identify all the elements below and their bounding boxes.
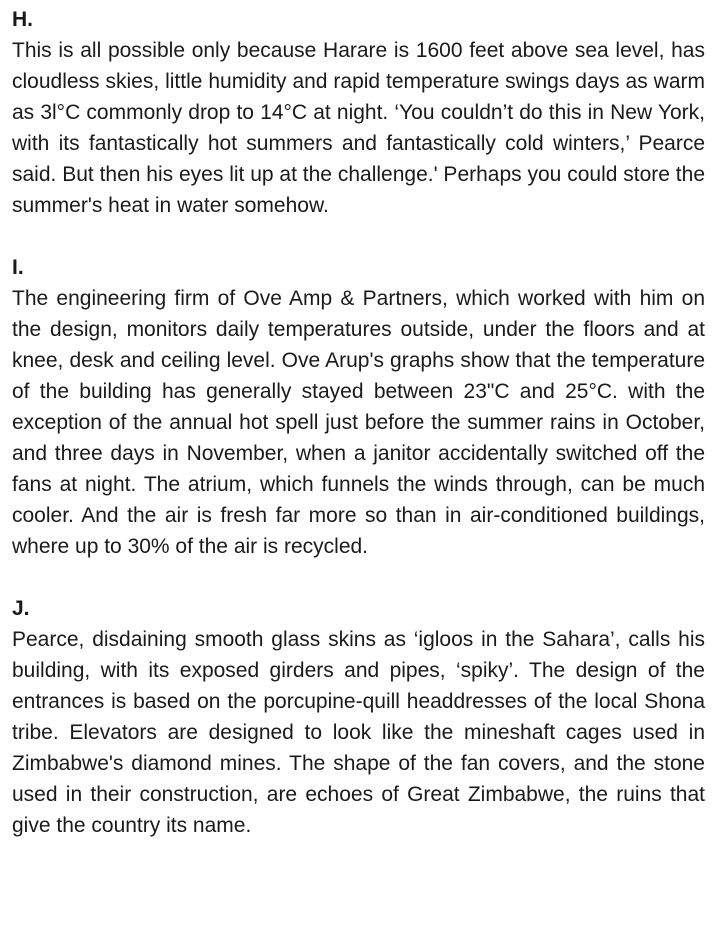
section-heading: I.	[12, 256, 24, 279]
section-paragraph: The engineering firm of Ove Amp & Partners, which worked with him on the design, monitors daily temperatures outside, under the floors and at knee, desk and ceiling level. Ove Arup's graphs show that the temperature of the building has generally stayed between 23"C and 25°C. with the exception of the annual hot spell just before the summer rains in October, and three days in November, when a janitor accidentally switched off the fans at night. The atrium, which funnels the winds through, can be much cooler. And the air is fresh far more so than in air-conditioned buildings, where up to 30% of the air is recycled.	[12, 287, 705, 558]
section-heading: J.	[12, 597, 30, 620]
section-j	[12, 593, 705, 841]
section-paragraph: Pearce, disdaining smooth glass skins as ‘igloos in the Sahara’, calls his building, with its exposed girders and pipes, ‘spiky’. The design of the entrances is based on the porcupine-quill headdresses of the local Shona tribe. Elevators are designed to look like the mineshaft cages used in Zimbabwe's diamond mines. The shape of the fan covers, and the stone used in their construction, are echoes of Great Zimbabwe, the ruins that give the country its name.	[12, 628, 705, 837]
section-paragraph: This is all possible only because Harare is 1600 feet above sea level, has cloudless skies, little humidity and rapid temperature swings days as warm as 3l°C commonly drop to 14°C at night. ‘You couldn’t do this in New York, with its fantastically hot summers and fantastically cold winters,’ Pearce said. But then his eyes lit up at the challenge.' Perhaps you could store the summer's heat in water somehow.	[12, 39, 705, 217]
section-spacer	[12, 562, 705, 593]
section-spacer	[12, 221, 705, 252]
section-heading: H.	[12, 8, 33, 31]
section-i	[12, 252, 705, 562]
section-h	[12, 4, 705, 221]
